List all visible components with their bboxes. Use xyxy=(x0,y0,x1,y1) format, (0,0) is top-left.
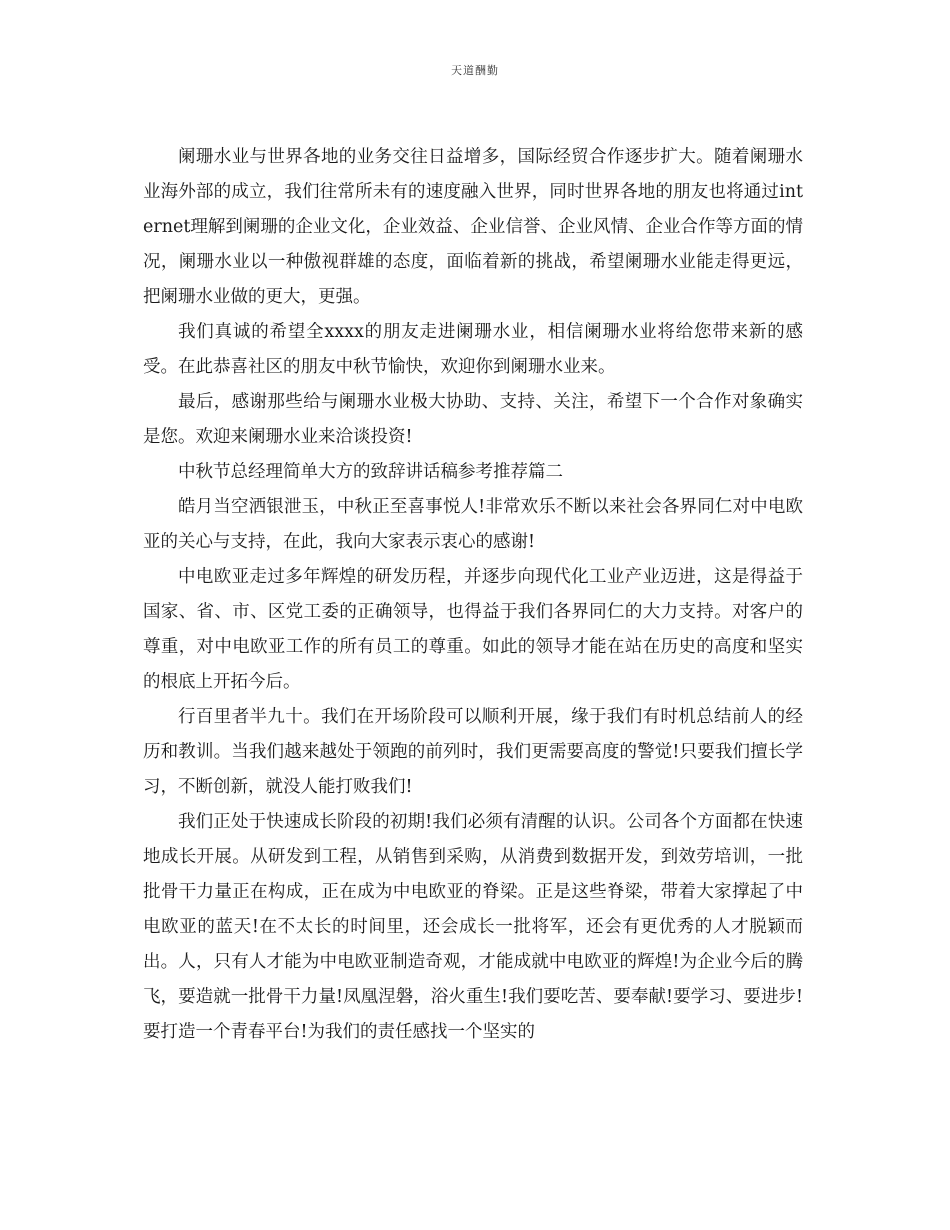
section-heading: 中秋节总经理简单大方的致辞讲话稿参考推荐篇二 xyxy=(178,462,563,482)
paragraph-7: 行百里者半九十。我们在开场阶段可以顺利开展，缘于我们有时机总结前人的经历和教训。当我们越来越处于领跑的前列时，我们更需要高度的警觉!只要我们擅长学习，不断创新，就没人能打败我们! xyxy=(143,707,803,797)
page-header: 天道酬勤 xyxy=(451,64,499,77)
document-body xyxy=(143,140,803,1050)
paragraph-8: 我们正处于快速成长阶段的初期!我们必须有清醒的认识。公司各个方面都在快速地成长开展。从研发到工程，从销售到采购，从消费到数据开发，到效劳培训，一批批骨干力量正在构成，正在成为中电欧亚的脊梁。正是这些脊梁，带着大家撑起了中电欧亚的蓝天!在不太长的时间里，还会成长一批将军，还会有更优秀的人才脱颖而出。人，只有人才能为中电欧亚制造奇观，才能成就中电欧亚的辉煌!为企业今后的腾飞，要造就一批骨干力量!凤凰涅磐，浴火重生!我们要吃苦、要奉献!要学习、要进步!要打造一个青春平台!为我们的责任感找一个坚实的 xyxy=(143,812,803,1042)
paragraph-3: 最后，感谢那些给与阑珊水业极大协助、支持、关注，希望下一个合作对象确实是您。欢迎来阑珊水业来洽谈投资! xyxy=(143,392,803,447)
paragraph-5: 皓月当空洒银泄玉，中秋正至喜事悦人!非常欢乐不断以来社会各界同仁对中电欧亚的关心与支持，在此，我向大家表示衷心的感谢! xyxy=(143,497,803,552)
paragraph-1: 阑珊水业与世界各地的业务交往日益增多，国际经贸合作逐步扩大。随着阑珊水业海外部的成立，我们往常所未有的速度融入世界，同时世界各地的朋友也将通过internet理解到阑珊的企业文化，企业效益、企业信誉、企业风情、企业合作等方面的情况，阑珊水业以一种傲视群雄的态度，面临着新的挑战，希望阑珊水业能走得更远，把阑珊水业做的更大，更强。 xyxy=(143,147,803,307)
paragraph-6: 中电欧亚走过多年辉煌的研发历程，并逐步向现代化工业产业迈进，这是得益于国家、省、市、区党工委的正确领导，也得益于我们各界同仁的大力支持。对客户的尊重，对中电欧亚工作的所有员工的尊重。如此的领导才能在站在历史的高度和坚实的根底上开拓今后。 xyxy=(143,567,803,692)
paragraph-2: 我们真诚的希望全xxxx的朋友走进阑珊水业，相信阑珊水业将给您带来新的感受。在此恭喜社区的朋友中秋节愉快，欢迎你到阑珊水业来。 xyxy=(143,322,803,377)
